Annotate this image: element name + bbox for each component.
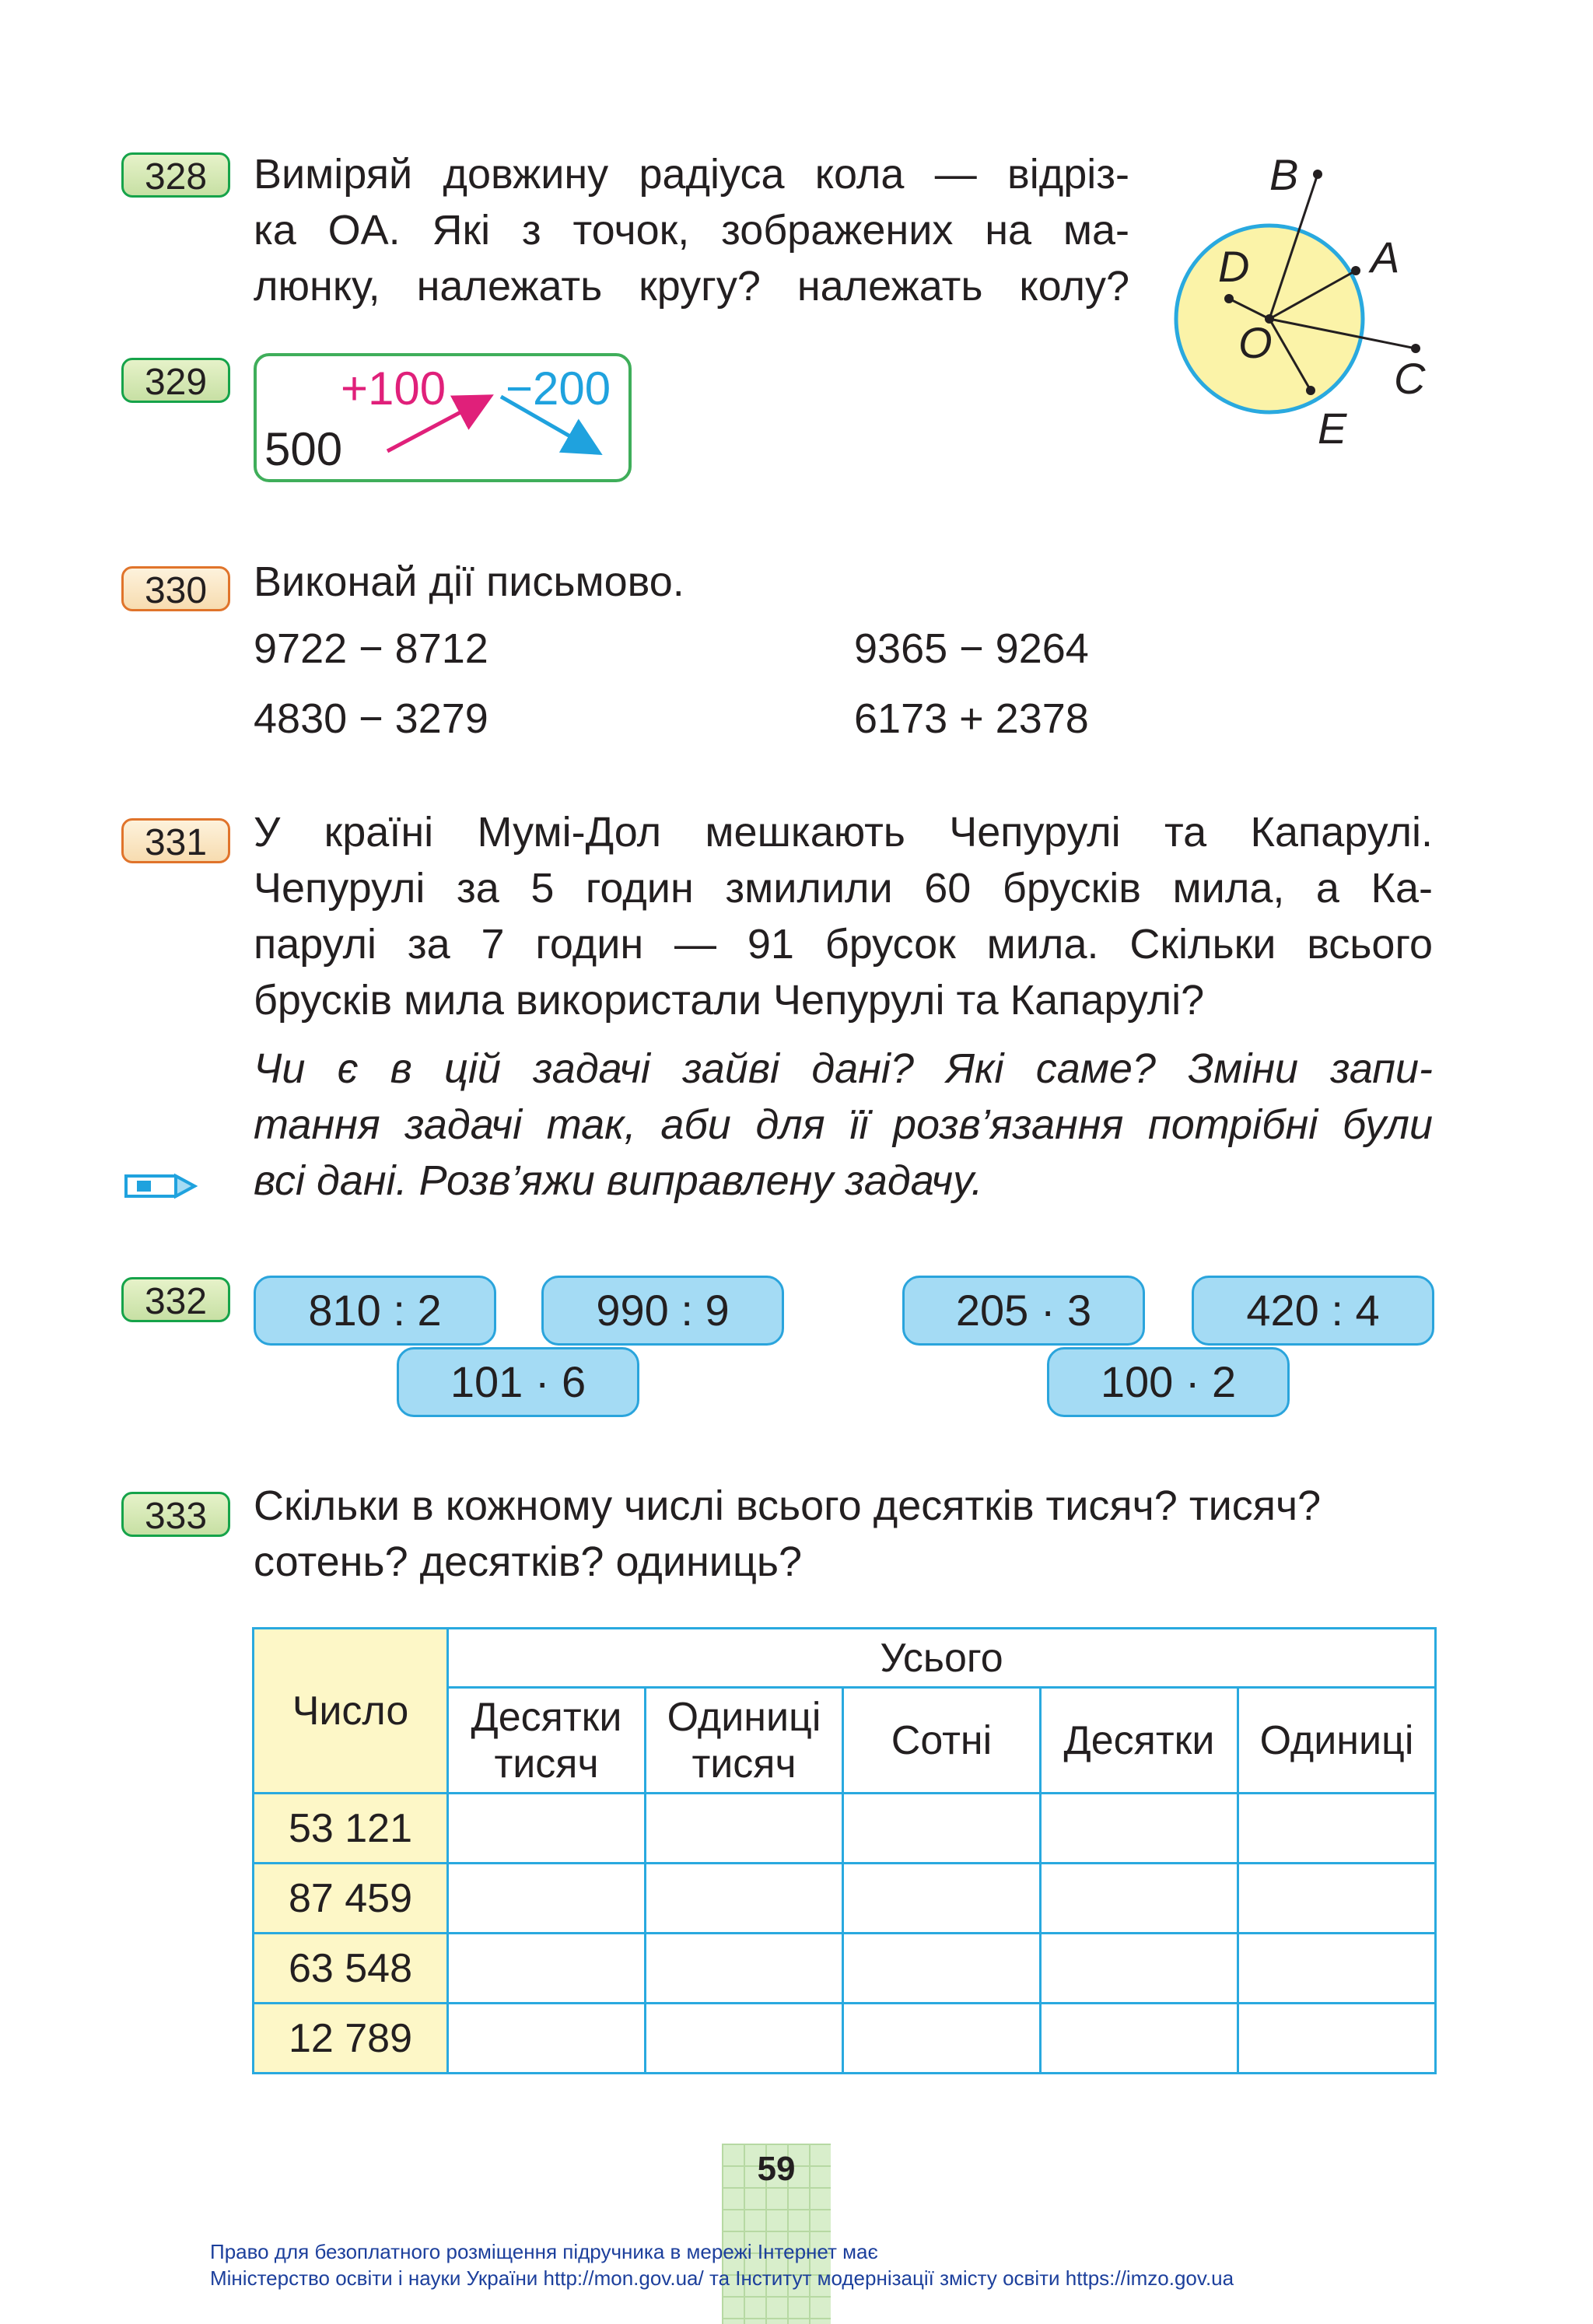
expression-4: 6173 + 2378 [854,695,1089,742]
header-thousands: Одиниці тисяч [646,1688,843,1794]
expression-card-6: 100 · 2 [1047,1347,1290,1417]
row-number-2: 87 459 [254,1864,448,1934]
task-328-line-3: люнку, належать кругу? належать колу? [254,263,1129,310]
answer-cell [1238,1864,1436,1934]
task-330-instruction: Виконай дії письмово. [254,558,684,605]
label-b: B [1269,150,1299,199]
expression-card-1: 810 : 2 [254,1276,496,1346]
expression-card-5: 420 : 4 [1192,1276,1434,1346]
answer-cell [448,2004,646,2074]
expression-card-2: 990 : 9 [541,1276,784,1346]
header-total: Усього [448,1629,1436,1688]
point-e [1306,386,1315,395]
answer-cell [843,1864,1041,1934]
point-a [1351,266,1360,275]
footer-line-2: Міністерство освіти і науки України http://mon.gov.ua/ та Інститут модернізації змісту освіти https://imzo.gov.ua [210,2266,1234,2290]
task-number-331: 331 [121,818,230,863]
task-number-330: 330 [121,566,230,611]
label-a: A [1371,233,1400,282]
expression-1: 9722 − 8712 [254,625,488,672]
task-331-question-1: Чи є в цій задачі зайві дані? Які саме? Зміни запи- [254,1045,1433,1092]
answer-cell [646,1794,843,1864]
answer-cell [1041,2004,1238,2074]
task-328-line-1: Виміряй довжину радіуса кола — відріз- [254,151,1129,198]
answer-cell [843,2004,1041,2074]
point-c [1411,344,1420,353]
expression-card-4: 205 · 3 [902,1276,1145,1346]
row-number-3: 63 548 [254,1934,448,2004]
task-331-line-1: У країні Мумі-Дол мешкають Чепурулі та Капарулі. [254,809,1433,856]
task-333-line-1: Скільки в кожному числі всього десятків тисяч? тисяч? [254,1482,1322,1529]
answer-cell [646,1934,843,2004]
point-d [1224,294,1234,303]
expression-3: 4830 − 3279 [254,695,488,742]
task-number-333: 333 [121,1492,230,1537]
answer-cell [1041,1794,1238,1864]
label-d: D [1218,242,1250,291]
header-units: Одиниці [1238,1688,1436,1794]
circle-diagram [1151,132,1478,474]
answer-cell [1238,1794,1436,1864]
answer-cell [448,1794,646,1864]
header-tens: Десятки [1041,1688,1238,1794]
label-c: C [1394,354,1426,403]
task-331-line-4: брусків мила використали Чепурулі та Капарулі? [254,977,1205,1024]
plus-arrow [387,398,487,451]
minus-arrow [501,397,596,451]
label-e: E [1318,404,1347,453]
task-331-question-3: всі дані. Розв’яжи виправлену задачу. [254,1157,983,1204]
answer-cell [448,1864,646,1934]
expression-2: 9365 − 9264 [854,625,1089,672]
header-ten-thousands: Десятки тисяч [448,1688,646,1794]
expression-card-3: 101 · 6 [397,1347,639,1417]
task-number-332: 332 [121,1277,230,1322]
page-number: 59 [757,2150,796,2188]
minus-operation: −200 [506,362,611,415]
task-number-329: 329 [121,358,230,403]
task-331-question-2: тання задачі так, аби для її розв’язання потрібні були [254,1101,1433,1148]
answer-cell [1238,1934,1436,2004]
task-331-line-3: парулі за 7 годин — 91 брусок мила. Скільки всього [254,921,1433,968]
answer-cell [1238,2004,1436,2074]
plus-operation: +100 [341,362,446,415]
place-value-table [252,1627,1437,2074]
answer-cell [448,1934,646,2004]
header-number: Число [254,1629,448,1794]
answer-cell [1041,1864,1238,1934]
answer-cell [843,1934,1041,2004]
footer-line-1: Право для безоплатного розміщення підручника в мережі Інтернет має [210,2240,878,2263]
answer-cell [646,2004,843,2074]
answer-cell [843,1794,1041,1864]
task-number-328: 328 [121,152,230,198]
label-o: O [1238,318,1273,367]
answer-cell [646,1864,843,1934]
start-number: 500 [264,423,343,475]
header-hundreds: Сотні [843,1688,1041,1794]
task-331-line-2: Чепурулі за 5 годин змилили 60 брусків мила, а Ка- [254,865,1433,912]
pencil-icon [121,1167,199,1206]
task-333-line-2: сотень? десятків? одиниць? [254,1538,803,1585]
answer-cell [1041,1934,1238,2004]
row-number-4: 12 789 [254,2004,448,2074]
task-328-line-2: ка OA. Які з точок, зображених на ма- [254,207,1129,254]
chain-arrows [254,353,632,482]
point-b [1313,170,1322,179]
row-number-1: 53 121 [254,1794,448,1864]
